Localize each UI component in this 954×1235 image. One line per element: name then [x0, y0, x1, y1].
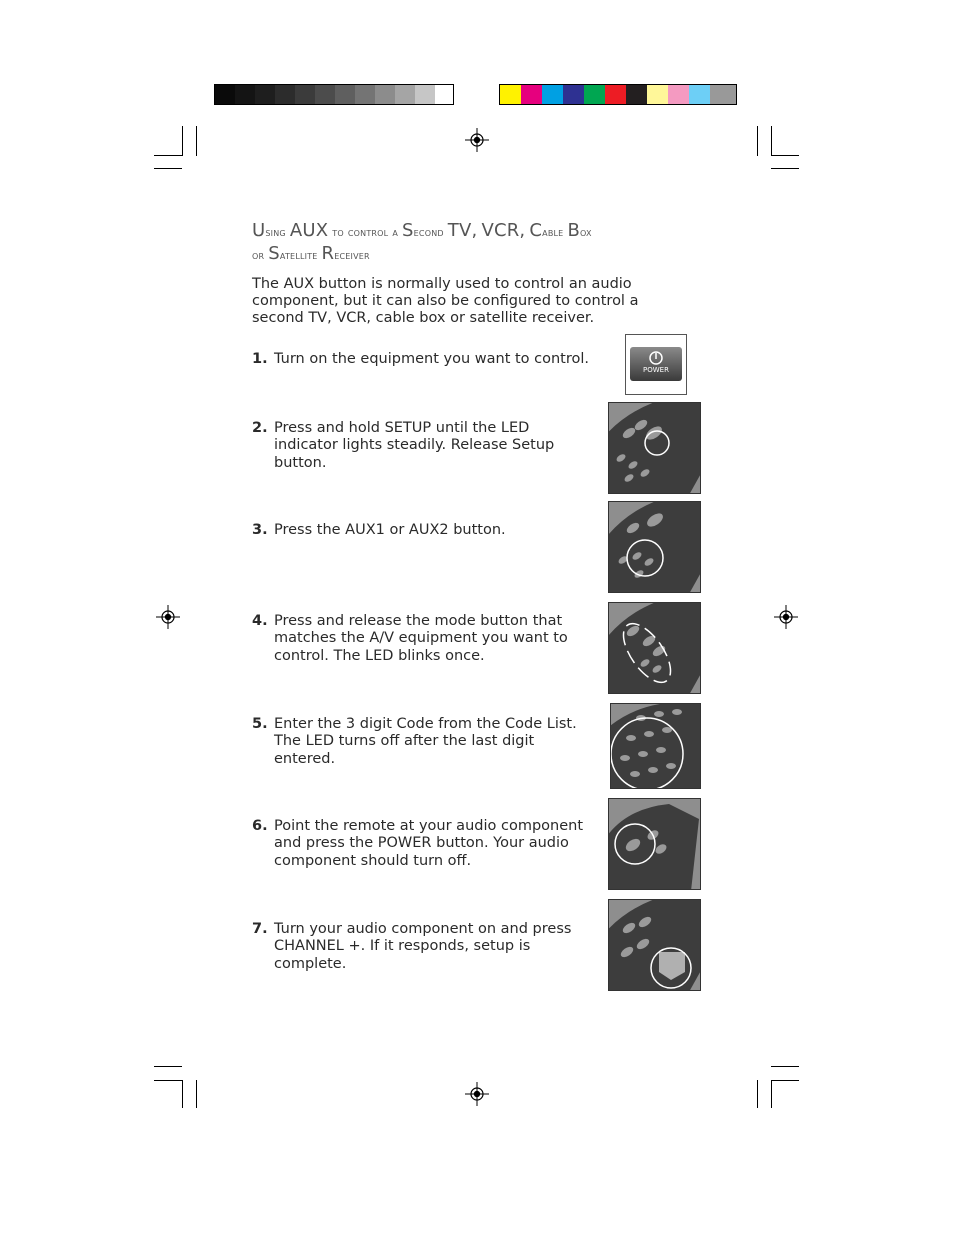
registration-mark-icon: [465, 128, 489, 152]
color-swatch: [626, 85, 647, 104]
color-swatch: [563, 85, 584, 104]
gray-swatch: [355, 85, 375, 104]
gray-swatch: [255, 85, 275, 104]
crop-mark: [154, 168, 182, 169]
gray-swatch: [395, 85, 415, 104]
color-calibration-bar: [499, 84, 737, 105]
step-number: 7.: [252, 921, 268, 937]
gray-swatch: [235, 85, 255, 104]
step-text: Press and release the mode button that matches the A/V equipment you want to control. The LED blinks once.: [274, 613, 568, 664]
remote-control-icon: [609, 799, 700, 889]
step-text: Point the remote at your audio component and press the POWER button. Your audio component should turn off.: [274, 818, 584, 869]
gray-swatch: [415, 85, 435, 104]
remote-control-icon: [609, 403, 700, 493]
color-swatch: [647, 85, 668, 104]
grayscale-calibration-bar: [214, 84, 454, 105]
crop-mark: [771, 168, 799, 169]
remote-aux-photo: [608, 501, 701, 593]
color-swatch: [710, 85, 736, 104]
crop-mark: [196, 126, 197, 156]
remote-setup-photo: [608, 402, 701, 494]
crop-mark: [757, 1080, 758, 1108]
crop-mark: [196, 1080, 197, 1108]
remote-channel-photo: [608, 899, 701, 991]
remote-control-icon: [609, 603, 700, 693]
registration-mark-icon: [774, 605, 798, 629]
crop-mark: [771, 1080, 772, 1108]
heading-line-1: Using AUX to control a Second TV, VCR, Cable Box: [252, 220, 592, 241]
crop-mark: [757, 126, 758, 156]
color-swatch: [542, 85, 563, 104]
heading-line-2: or Satellite Receiver: [252, 243, 370, 264]
remote-control-icon: [611, 704, 700, 788]
registration-mark-icon: [156, 605, 180, 629]
crop-mark: [771, 1080, 799, 1081]
step-number: 4.: [252, 613, 268, 629]
remote-power-photo: [608, 798, 701, 890]
step-number: 3.: [252, 522, 268, 538]
step-text: Turn your audio component on and press CHANNEL +. If it responds, setup is complete.: [274, 921, 572, 972]
crop-mark: [771, 126, 772, 156]
color-swatch: [500, 85, 521, 104]
gray-swatch: [275, 85, 295, 104]
registration-mark-icon: [465, 1082, 489, 1106]
step-number: 5.: [252, 716, 268, 732]
power-label: POWER: [643, 366, 669, 374]
gray-swatch: [335, 85, 355, 104]
step-number: 1.: [252, 351, 268, 367]
intro-paragraph: The AUX button is normally used to control an audio component, but it can also be configured to control a second TV, VCR, cable box or satellite receiver.: [252, 276, 639, 326]
gray-swatch: [375, 85, 395, 104]
step-number: 6.: [252, 818, 268, 834]
crop-mark: [771, 155, 799, 156]
crop-mark: [771, 1066, 799, 1067]
color-swatch: [668, 85, 689, 104]
gray-swatch: [215, 85, 235, 104]
crop-mark: [154, 1066, 182, 1067]
power-button-icon: [626, 335, 686, 394]
remote-mode-photo: [608, 602, 701, 694]
step-number: 2.: [252, 420, 268, 436]
step-text: Press the AUX1 or AUX2 button.: [274, 522, 506, 538]
gray-swatch: [435, 85, 453, 104]
crop-mark: [182, 1080, 183, 1108]
power-button-photo: [625, 334, 687, 395]
step-text: Turn on the equipment you want to control.: [274, 351, 590, 367]
color-swatch: [521, 85, 542, 104]
gray-swatch: [295, 85, 315, 104]
section-heading: [252, 219, 722, 267]
remote-control-icon: [609, 900, 700, 990]
gray-swatch: [315, 85, 335, 104]
color-swatch: [584, 85, 605, 104]
color-swatch: [689, 85, 710, 104]
remote-keypad-photo: [610, 703, 701, 789]
remote-control-icon: [609, 502, 700, 592]
crop-mark: [154, 1080, 182, 1081]
crop-mark: [182, 126, 183, 156]
step-text: Press and hold SETUP until the LED indicator lights steadily. Release Setup button.: [274, 420, 555, 471]
color-swatch: [605, 85, 626, 104]
crop-mark: [154, 155, 182, 156]
step-text: Enter the 3 digit Code from the Code List. The LED turns off after the last digit entered.: [274, 716, 577, 767]
